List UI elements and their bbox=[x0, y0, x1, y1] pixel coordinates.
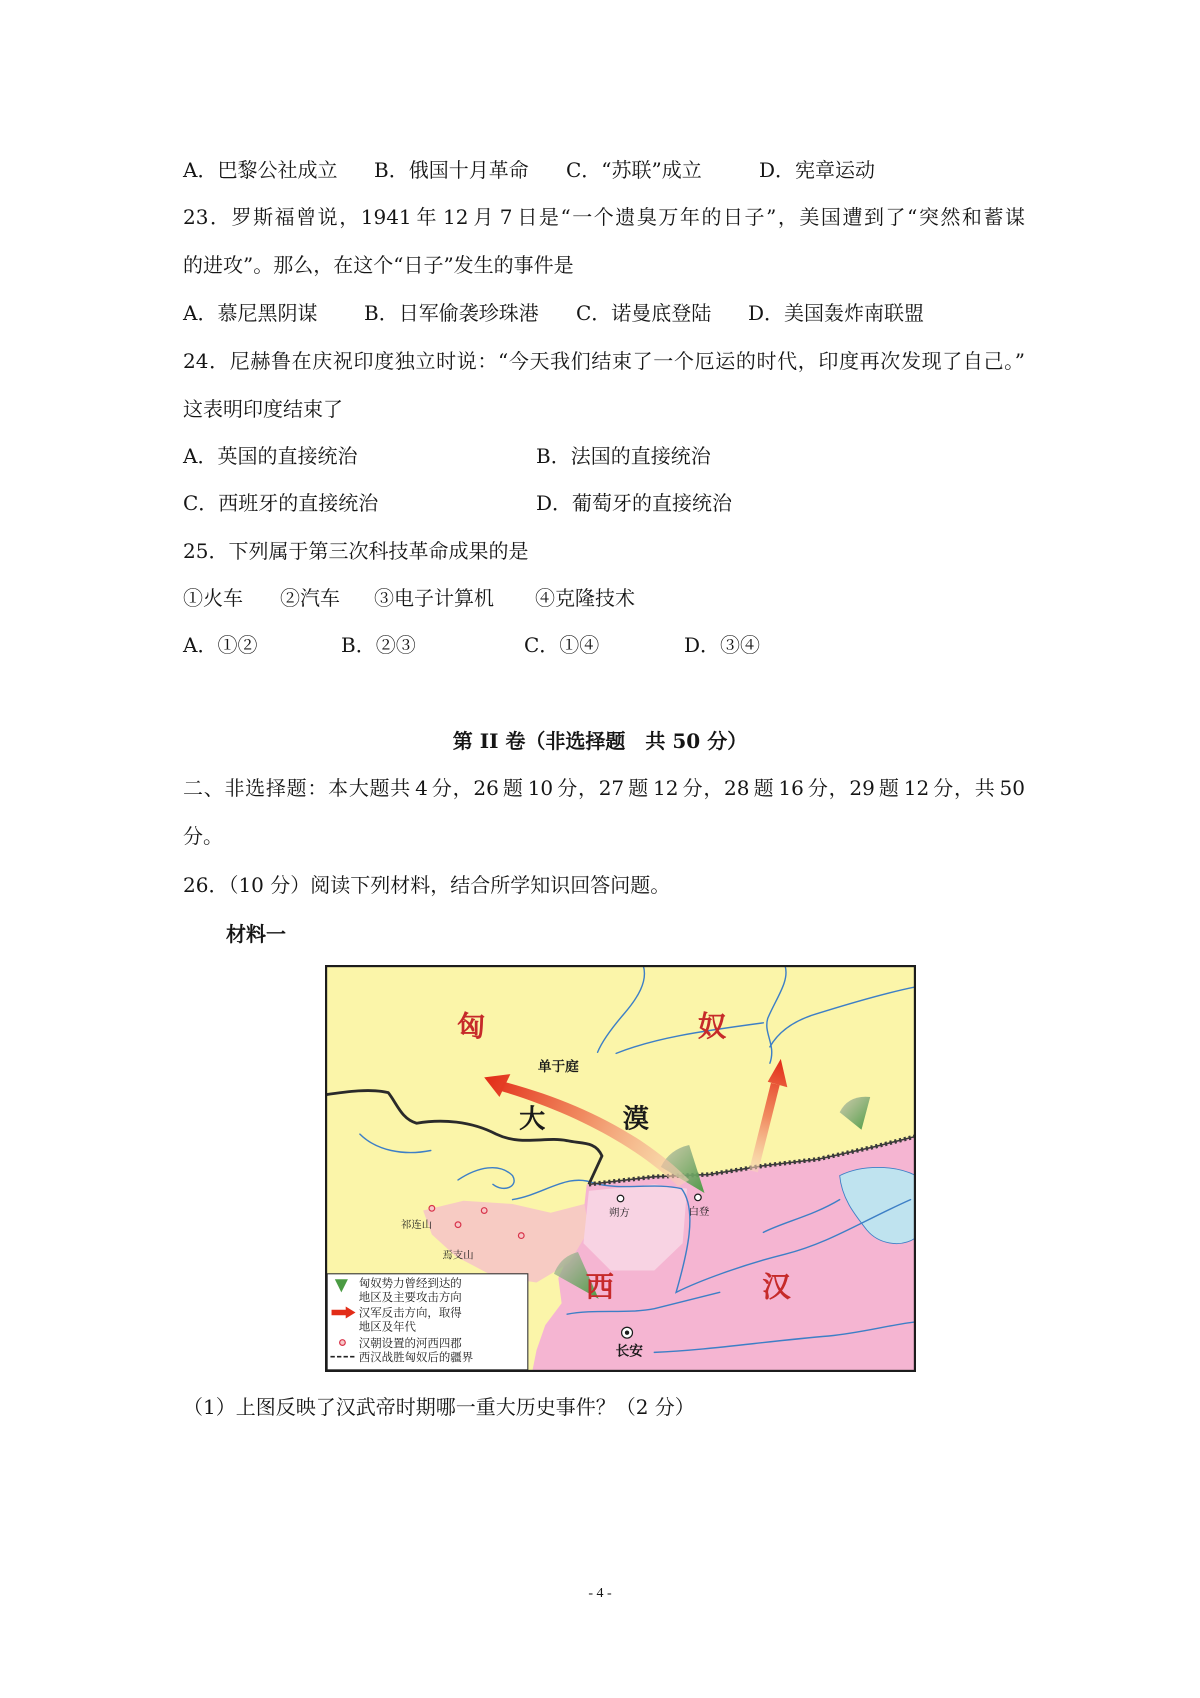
label-xi: 西 bbox=[585, 1270, 614, 1304]
q25-item-3: ③电子计算机 bbox=[374, 586, 494, 610]
q25-option-d: D．③④ bbox=[684, 633, 761, 657]
section-2-heading: 第 II 卷（非选择题 共 50 分） bbox=[452, 729, 748, 753]
q24-option-b: B．法国的直接统治 bbox=[536, 444, 711, 468]
q25-item-4: ④克隆技术 bbox=[535, 586, 635, 610]
q24-option-c: C．西班牙的直接统治 bbox=[183, 491, 379, 515]
map-legend bbox=[327, 1274, 528, 1370]
label-yanzhi-mountain: 焉支山 bbox=[442, 1249, 474, 1262]
q23-option-a: A．慕尼黑阴谋 bbox=[183, 301, 318, 325]
q22-option-c: C．“苏联”成立 bbox=[566, 158, 702, 182]
q24-option-d: D．葡萄牙的直接统治 bbox=[536, 491, 733, 515]
legend-4-line-1: 西汉战胜匈奴后的疆界 bbox=[358, 1350, 474, 1365]
section-2-instruction-line-2: 分。 bbox=[183, 824, 223, 848]
hexi-commandery-marker bbox=[518, 1233, 524, 1239]
q25-stem: 25．下列属于第三次科技革命成果的是 bbox=[183, 539, 529, 563]
label-nu: 奴 bbox=[697, 1009, 727, 1043]
red-circle-icon bbox=[340, 1340, 346, 1346]
q22-option-b: B．俄国十月革命 bbox=[374, 158, 529, 182]
q22-options-row bbox=[183, 146, 1025, 194]
label-qilian-mountain: 祁连山 bbox=[401, 1218, 433, 1231]
hexi-commandery-marker bbox=[455, 1222, 461, 1228]
section-2-instruction-line-1: 二、非选择题：本大题共 4 分，26 题 10 分，27 题 12 分，28 题 16 分，29 题 12 分，共 50 bbox=[183, 776, 1025, 800]
q23-option-d: D．美国轰炸南联盟 bbox=[748, 301, 925, 325]
hexi-commandery-marker bbox=[481, 1208, 487, 1214]
q24-options-row-1 bbox=[183, 432, 1025, 480]
q25-options-row bbox=[183, 621, 1025, 669]
legend-1-line-1: 匈奴势力曾经到达的 bbox=[358, 1275, 462, 1290]
q25-option-b: B．②③ bbox=[341, 633, 416, 657]
shuofang-marker bbox=[617, 1195, 624, 1202]
q25-items-row bbox=[183, 574, 1025, 622]
map-svg bbox=[325, 965, 916, 1372]
hexi-commandery-marker bbox=[429, 1205, 435, 1211]
q25-item-2: ②汽车 bbox=[280, 586, 340, 610]
q23-options-row bbox=[183, 289, 1025, 337]
legend-3-line-1: 汉朝设置的河西四郡 bbox=[358, 1335, 462, 1350]
material-1-label: 材料一 bbox=[226, 922, 286, 946]
legend-2-line-2: 地区及年代 bbox=[358, 1319, 416, 1334]
label-da: 大 bbox=[519, 1104, 546, 1135]
label-mo: 漠 bbox=[622, 1104, 649, 1135]
q26-stem: 26．（10 分）阅读下列材料，结合所学知识回答问题。 bbox=[183, 873, 671, 897]
q24-stem-line-1: 24．尼赫鲁在庆祝印度独立时说：“今天我们结束了一个厄运的时代，印度再次发现了自己。” bbox=[183, 349, 1025, 373]
label-shuofang: 朔方 bbox=[609, 1206, 630, 1219]
page-number: - 4 - bbox=[588, 1586, 612, 1601]
q24-options-row-2 bbox=[183, 479, 1025, 527]
label-han: 汉 bbox=[762, 1270, 791, 1304]
q24-stem-line-2: 这表明印度结束了 bbox=[183, 397, 343, 421]
label-baideng: 白登 bbox=[688, 1205, 710, 1218]
q23-option-b: B．日军偷袭珍珠港 bbox=[364, 301, 539, 325]
q25-item-1: ①火车 bbox=[183, 586, 243, 610]
q23-stem-line-1: 23．罗斯福曾说，1941 年 12 月 7 日是“一个遗臭万年的日子”，美国遭到了“突然和蓄谋 bbox=[183, 205, 1025, 229]
q25-option-c: C．①④ bbox=[524, 633, 600, 657]
label-xiong: 匈 bbox=[456, 1009, 486, 1043]
q26-sub-question-1: （1）上图反映了汉武帝时期哪一重大历史事件？（2 分） bbox=[183, 1395, 695, 1419]
label-changan: 长安 bbox=[615, 1343, 643, 1360]
q22-option-a: A．巴黎公社成立 bbox=[183, 158, 338, 182]
q24-option-a: A．英国的直接统治 bbox=[183, 444, 358, 468]
changan-marker-inner bbox=[625, 1331, 629, 1335]
q22-option-d: D．宪章运动 bbox=[759, 158, 876, 182]
q23-option-c: C．诺曼底登陆 bbox=[576, 301, 712, 325]
q23-stem-line-2: 的进攻”。那么，在这个“日子”发生的事件是 bbox=[183, 253, 574, 277]
han-xiongnu-war-map bbox=[325, 965, 916, 1372]
q25-option-a: A．①② bbox=[183, 633, 258, 657]
legend-2-line-1: 汉军反击方向，取得 bbox=[358, 1305, 462, 1320]
label-chanyu-court: 单于庭 bbox=[537, 1058, 579, 1075]
baideng-marker bbox=[695, 1194, 702, 1201]
legend-1-line-2: 地区及主要攻击方向 bbox=[358, 1290, 462, 1305]
